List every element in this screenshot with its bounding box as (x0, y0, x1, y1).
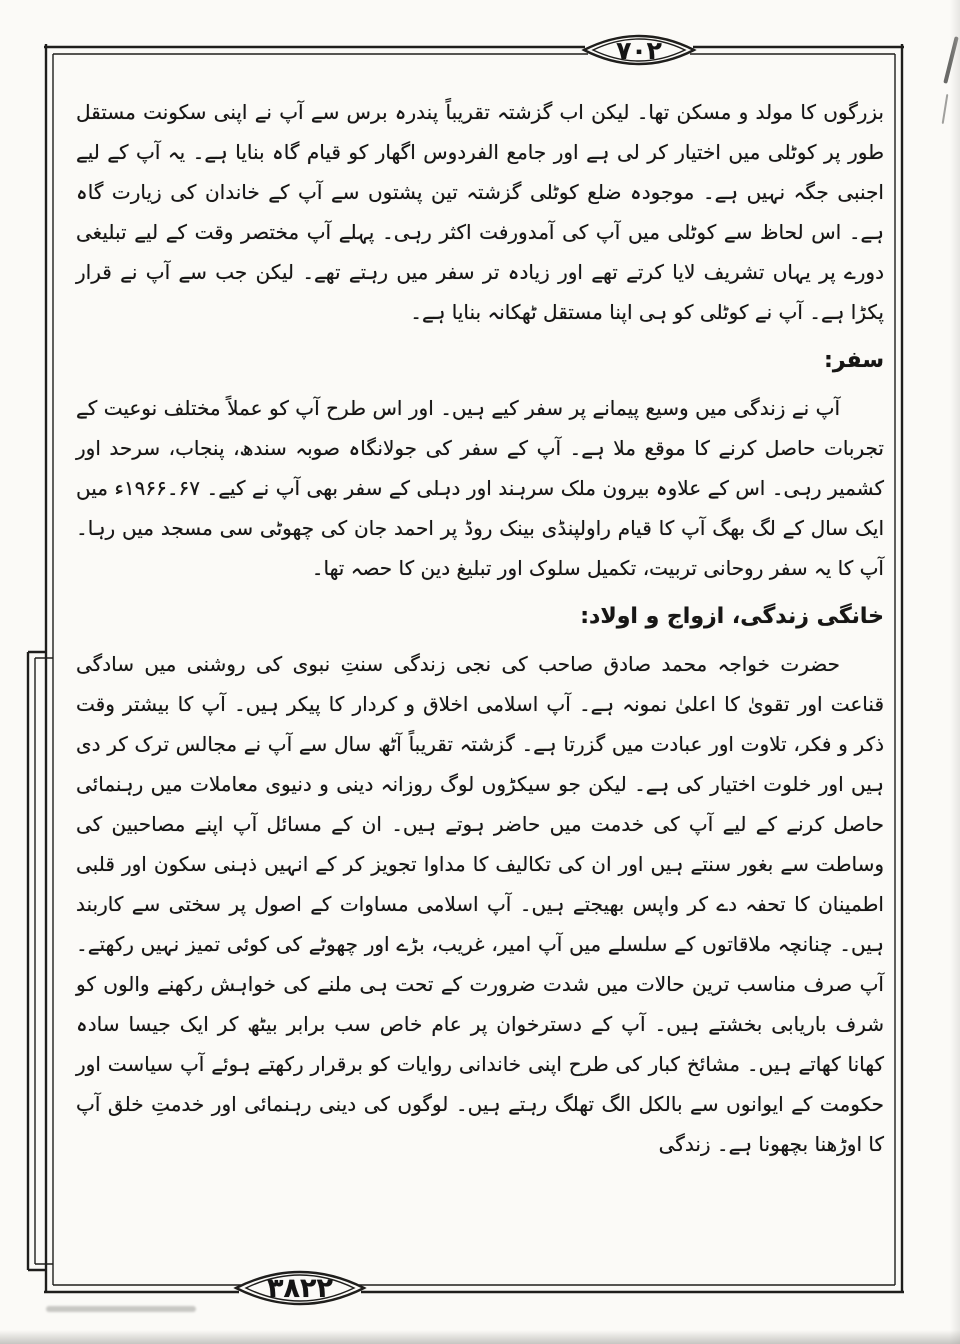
scan-edge-shadow-right (950, 0, 960, 1344)
top-page-number: ۷۰۲ (616, 35, 662, 65)
section-heading-travel: سفر: (824, 348, 884, 373)
body-paragraph-family-life: حضرت خواجہ محمد صادق صاحب کی نجی زندگی سنتِ نبوی کی روشنی میں سادگی قناعت اور تقویٰ کا اعلیٰ نمونہ ہے۔ آپ اسلامی اخلاق و کردار کا پیکر ہیں۔ آپ کا بیشتر وقت ذکر و فکر، تلاوت اور عبادت میں گزرتا ہے۔ گزشتہ تقریباً آٹھ سال سے آپ نے مجالس ترک کر دی ہیں اور خلوت اختیار کی ہے۔ لیکن جو سیکڑوں لوگ روزانہ دینی و دنیوی معاملات میں رہنمائی حاصل کرنے کے لیے آپ کی خدمت میں حاضر ہوتے ہیں۔ ان کے مسائل آپ اپنے مصاحبین کی وساطت سے بغور سنتے ہیں اور ان کی تکالیف کا مداوا تجویز کر کے انہیں ذہنی سکون اور قلبی اطمینان کا تحفہ دے کر واپس بھیجتے ہیں۔ آپ اسلامی مساوات کے اصول پر سختی سے کاربند ہیں۔ چنانچہ ملاقاتوں کے سلسلے میں آپ امیر، غریب، بڑے اور چھوٹے کی کوئی تمیز نہیں رکھتے۔ آپ صرف مناسب ترین حالات میں شدت ضرورت کے تحت ہی ملنے کی خواہش رکھنے والوں کو شرف باریابی بخشتے ہیں۔ آپ کے دسترخوان پر عام خاص سب برابر بیٹھ کر ایک جیسا سادہ کھانا کھاتے ہیں۔ مشائخ کبار کی طرح اپنی خاندانی روایات کو برقرار رکھتے ہوئے آپ سیاست اور حکومت کے ایوانوں سے بالکل الگ تھلگ رہتے ہیں۔ لوگوں کی دینی رہنمائی اور خدمتِ خلق آپ کا اوڑھنا بچھونا ہے۔ زندگی (76, 652, 884, 1156)
scan-edge-shadow-bottom (0, 1330, 960, 1344)
scan-smudge-bottom-left (46, 1306, 196, 1312)
page-text-block (76, 92, 884, 1168)
body-paragraph-travel: آپ نے زندگی میں وسیع پیمانے پر سفر کیے ہیں۔ اور اس طرح آپ کو عملاً مختلف نوعیت کے تجربات حاصل کرنے کا موقع ملا ہے۔ آپ کے سفر کی جولانگاہ صوبہ سندھ، پنجاب، سرحد اور کشمیر رہی۔ اس کے علاوہ بیرون ملک سرہند اور دہلی کے سفر بھی آپ نے کیے۔ ۶۷۔۱۹۶۶ء میں ایک سال کے لگ بھگ آپ کا قیام راولپنڈی بینک روڈ پر احمد جان کی چھوٹی سی مسجد میں رہا۔ آپ کا یہ سفر روحانی تربیت، تکمیل سلوک اور تبلیغ دین کا حصہ تھا۔ (76, 396, 884, 580)
bottom-page-number: ۳۸۲۲ (267, 1272, 333, 1304)
body-paragraph-residence: بزرگوں کا مولد و مسکن تھا۔ لیکن اب گزشتہ تقریباً پندرہ برس سے آپ نے اپنی سکونت مستقل طور پر کوٹلی میں اختیار کر لی ہے اور جامع الفردوس اگھار کو قیام گاہ بنایا ہے۔ یہ آپ کے لیے اجنبی جگہ نہیں ہے۔ موجودہ ضلع کوٹلی گزشتہ تین پشتوں سے آپ کے خاندان کی زیارت گاہ ہے۔ اس لحاظ سے کوٹلی میں آپ کی آمدورفت اکثر رہی۔ پہلے آپ مختصر وقت کے لیے تبلیغی دورے پر یہاں تشریف لایا کرتے تھے اور زیادہ تر سفر میں رہتے تھے۔ لیکن جب سے آپ نے قرار پکڑا ہے۔ آپ نے کوٹلی کو ہی اپنا مستقل ٹھکانہ بنایا ہے۔ (76, 100, 884, 324)
section-heading-family-life: خانگی زندگی، ازواج و اولاد: (580, 604, 884, 629)
